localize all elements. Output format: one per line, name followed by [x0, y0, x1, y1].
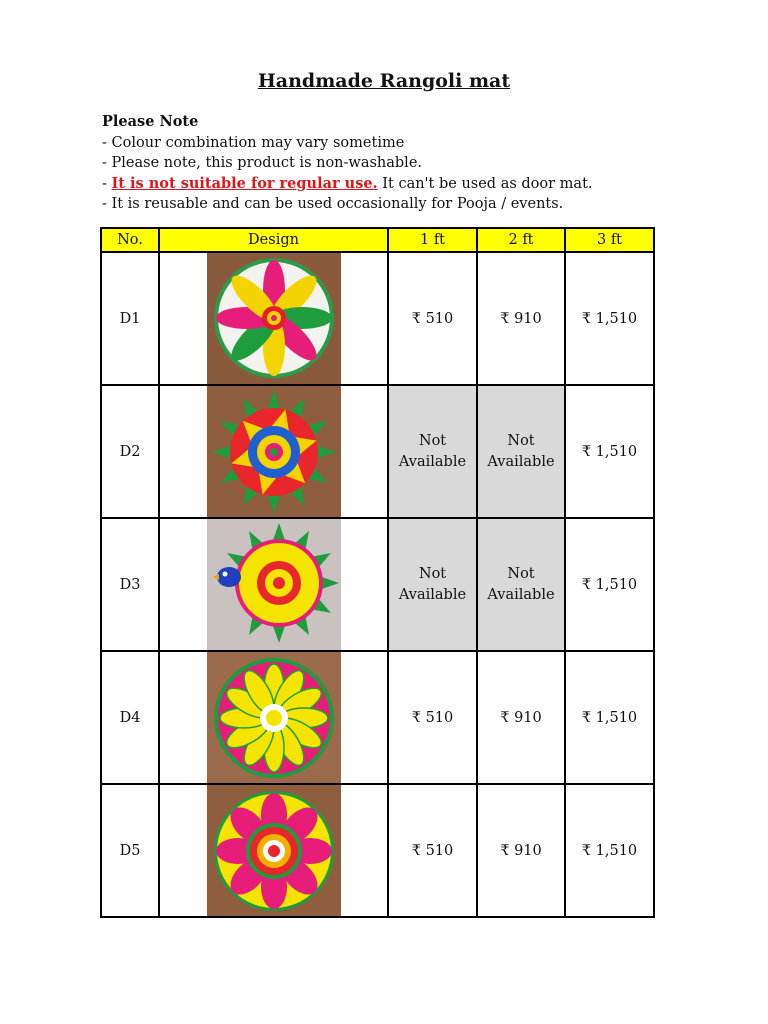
table-row [101, 252, 654, 385]
price-1ft-unavailable [388, 518, 477, 651]
design-number: D1 [101, 252, 159, 385]
rangoli-image-d3 [207, 519, 341, 650]
price-1ft-unavailable [388, 385, 477, 518]
header-design: Design [159, 228, 388, 252]
price-2ft-unavailable [477, 385, 565, 518]
price-3ft: ₹ 1,510 [565, 518, 654, 651]
design-number: D4 [101, 651, 159, 784]
table-row [101, 784, 654, 917]
price-2ft-unavailable [477, 518, 565, 651]
design-image-cell [159, 784, 388, 917]
price-2ft: ₹ 910 [477, 252, 565, 385]
warning-text: It is not suitable for regular use. [111, 174, 378, 192]
price-1ft: ₹ 510 [388, 252, 477, 385]
price-2ft: ₹ 910 [477, 651, 565, 784]
price-table [100, 227, 655, 918]
design-image-cell [159, 651, 388, 784]
design-image-cell [159, 385, 388, 518]
header-no: No. [101, 228, 159, 252]
note-washable: - Please note, this product is non-washable. [102, 155, 423, 171]
header-2ft: 2 ft [477, 228, 565, 252]
price-1ft: ₹ 510 [388, 784, 477, 917]
header-3ft: 3 ft [565, 228, 654, 252]
na-line2: Available [398, 453, 467, 470]
design-image-cell [159, 518, 388, 651]
note-reusable: - It is reusable and can be used occasionally for Pooja / events. [102, 196, 564, 212]
na-line2: Available [398, 586, 467, 603]
design-image-cell [159, 252, 388, 385]
price-1ft: ₹ 510 [388, 651, 477, 784]
table-row [101, 518, 654, 651]
rangoli-image-d2 [207, 386, 341, 517]
page-title: Handmade Rangoli mat [257, 70, 511, 92]
rangoli-image-d5 [207, 785, 341, 916]
table-header-row [101, 228, 654, 252]
note-regular-use [102, 174, 702, 195]
price-3ft: ₹ 1,510 [565, 252, 654, 385]
design-number: D5 [101, 784, 159, 917]
note-door-mat: It can't be used as door mat. [377, 175, 593, 192]
table-row [101, 651, 654, 784]
price-3ft: ₹ 1,510 [565, 385, 654, 518]
rangoli-image-d4 [207, 652, 341, 783]
na-line2: Available [487, 586, 555, 603]
design-number: D3 [101, 518, 159, 651]
note-colour: - Colour combination may vary sometime [102, 134, 405, 151]
table-row [101, 385, 654, 518]
rangoli-image-d1 [207, 253, 341, 384]
price-2ft: ₹ 910 [477, 784, 565, 917]
price-3ft: ₹ 1,510 [565, 651, 654, 784]
header-1ft: 1 ft [388, 228, 477, 252]
na-line2: Available [487, 453, 555, 470]
price-3ft: ₹ 1,510 [565, 784, 654, 917]
notes-block [102, 112, 702, 215]
na-line1: Not [507, 432, 535, 449]
na-line1: Not [418, 432, 447, 449]
notes-heading: Please Note [102, 113, 199, 130]
na-line1: Not [418, 565, 447, 582]
note-prefix: - [102, 175, 112, 192]
design-number: D2 [101, 385, 159, 518]
na-line1: Not [507, 565, 535, 582]
